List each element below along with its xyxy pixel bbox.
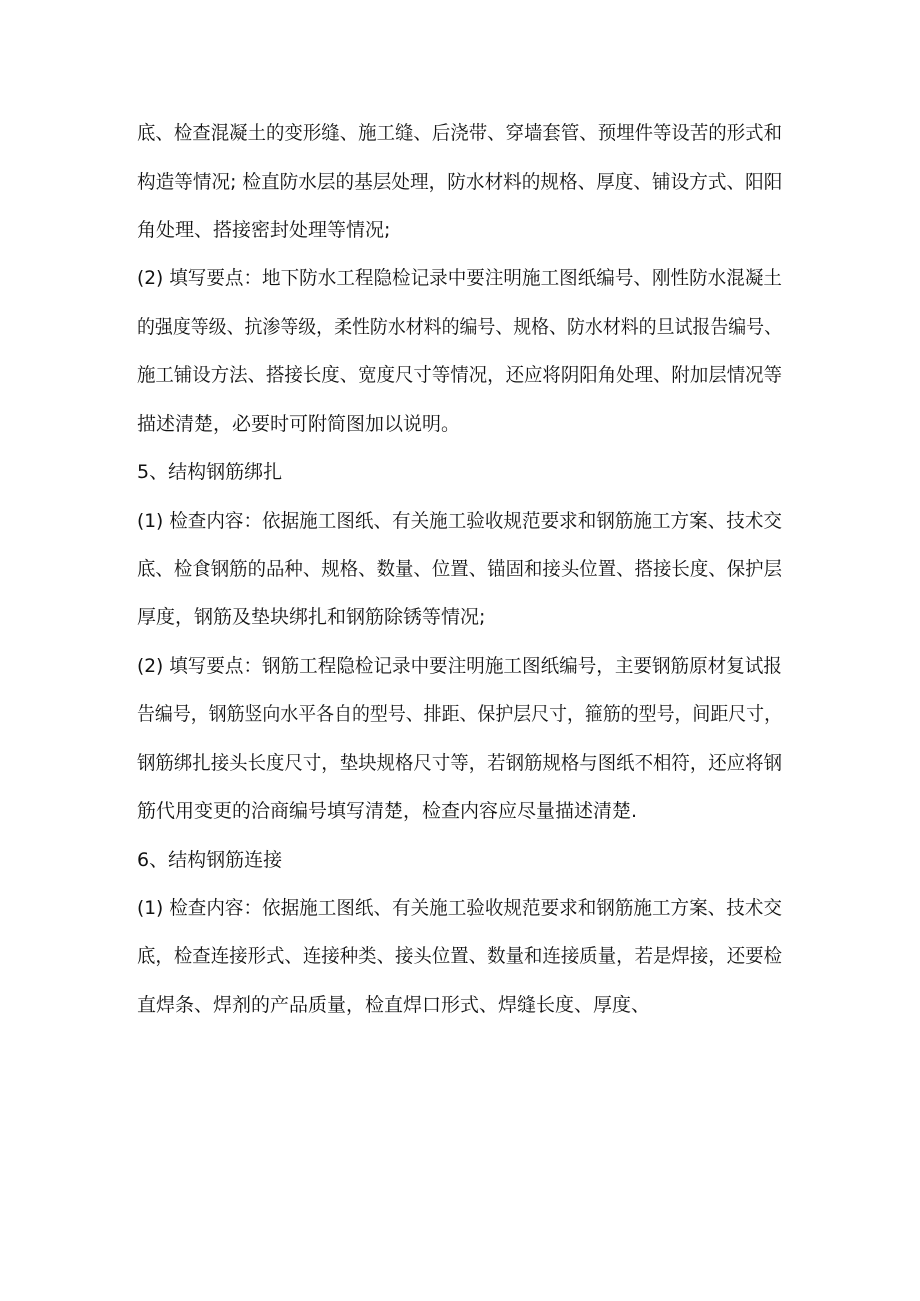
section-heading: 6、结构钢筋连接 [137, 849, 283, 871]
text-line: 角处理、搭接密封处理等情况; [137, 219, 391, 241]
text-line: 的强度等级、抗渗等级，柔性防水材料的编号、规格、防水材料的旦试报告编号、 [137, 316, 783, 338]
text-line: 厚度，钢筋及垫块绑扎和钢筋除锈等情况; [137, 606, 486, 628]
text-line: 施工铺设方法、搭接长度、宽度尺寸等情况，还应将阴阳角处理、附加层情况等 [137, 364, 783, 386]
text-line: 底，检查连接形式、连接种类、接头位置、数量和连接质量，若是焊接，还要检 [137, 945, 783, 967]
text-line: (2) 填写要点：地下防水工程隐检记录中要注明施工图纸编号、刚性防水混凝土 [137, 267, 782, 289]
text-line: 直焊条、焊剂的产品质量，检直焊口形式、焊缝长度、厚度、 [137, 994, 651, 1016]
text-line: 筋代用变更的洽商编号填写清楚，检查内容应尽量描述清楚. [137, 800, 638, 822]
text-line: (1) 检查内容：依据施工图纸、有关施工验收规范要求和钢筋施工方案、技术交 [137, 510, 782, 532]
text-line: 构造等情况; 检直防水层的基层处理，防水材料的规格、厚度、铺设方式、阳阳 [137, 171, 783, 193]
text-line: (1) 检查内容：依据施工图纸、有关施工验收规范要求和钢筋施工方案、技术交 [137, 897, 782, 919]
text-line: 底、检查混凝土的变形缝、施工缝、后浇带、穿墙套管、预埋件等设苦的形式和 [137, 122, 783, 144]
section-heading: 5、结构钢筋绑扎 [137, 461, 283, 483]
text-line: 底、检食钢筋的品种、规格、数量、位置、锚固和接头位置、搭接长度、保护层 [137, 558, 783, 580]
text-line: 告编号，钢筋竖向水平各自的型号、排距、保护层尺寸，箍筋的型号，间距尺寸， [137, 703, 783, 725]
text-line: 描述清楚，必要时可附简图加以说明。 [137, 413, 461, 435]
text-line: (2) 填写要点：钢筋工程隐检记录中要注明施工图纸编号，主要钢筋原材复试报 [137, 655, 782, 677]
text-line: 钢筋绑扎接头长度尺寸，垫块规格尺寸等，若钢筋规格与图纸不相符，还应将钢 [137, 752, 783, 774]
